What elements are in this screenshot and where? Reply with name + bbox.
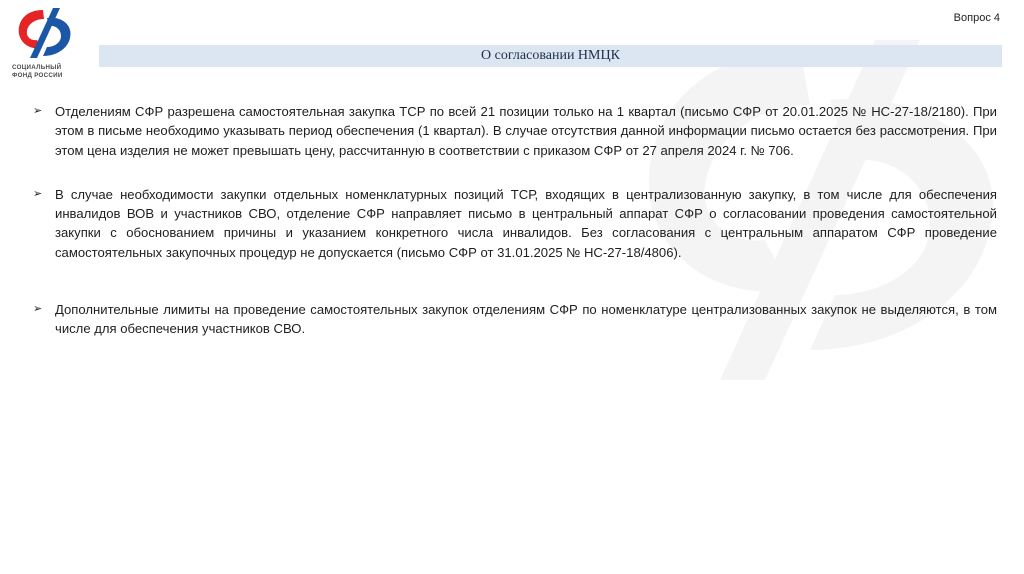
bullet-text: Дополнительные лимиты на проведение самостоятельных закупок отделениям СФР по номенклатуре централизованных закупок не выделяются, в том числе для обеспечения участников СВО. <box>55 302 997 337</box>
slide-content <box>33 102 997 339</box>
logo-caption-line1: СОЦИАЛЬНЫЙ <box>12 64 62 71</box>
bullet-item <box>33 102 997 160</box>
bullet-text: В случае необходимости закупки отдельных номенклатурных позиций ТСР, входящих в централизованную закупку, в том числе для обеспечения инвалидов ВОВ и участников СВО, отделение СФР направляет письмо в центральный аппарат СФР о согласовании проведения самостоятельной закупки с обоснованием причины и указанием конкретного числа инвалидов. Без согласования с центральным аппаратом СФР проведение самостоятельных закупочных процедур не допускается (письмо СФР от 31.01.2025 № НС-27-18/4806). <box>55 186 997 260</box>
bullet-item <box>33 185 997 262</box>
title-bar <box>99 45 1002 67</box>
bullet-arrow-icon: ➢ <box>33 105 43 117</box>
logo-caption <box>12 64 63 79</box>
sfr-logo-mark <box>13 6 75 60</box>
bullet-item <box>33 300 997 339</box>
bullet-text: Отделениям СФР разрешена самостоятельная закупка ТСР по всей 21 позиции только на 1 квартал (письмо СФР от 20.01.2025 № НС-27-18/2180). При этом в письме необходимо указывать период обеспечения (1 квартал). В случае отсутствия данной информации письмо остается без рассмотрения. При этом цена изделия не может превышать цену, рассчитанную в соответствии с приказом СФР от 27 апреля 2024 г. № 706. <box>55 104 997 158</box>
bullet-arrow-icon: ➢ <box>33 303 43 316</box>
bullet-arrow-icon: ➢ <box>33 187 43 200</box>
logo-caption-line2: ФОНД РОССИИ <box>12 71 63 79</box>
slide-title: О согласовании НМЦК <box>481 48 620 63</box>
question-number: Вопрос 4 <box>953 12 1000 24</box>
sfr-logo <box>10 6 80 88</box>
